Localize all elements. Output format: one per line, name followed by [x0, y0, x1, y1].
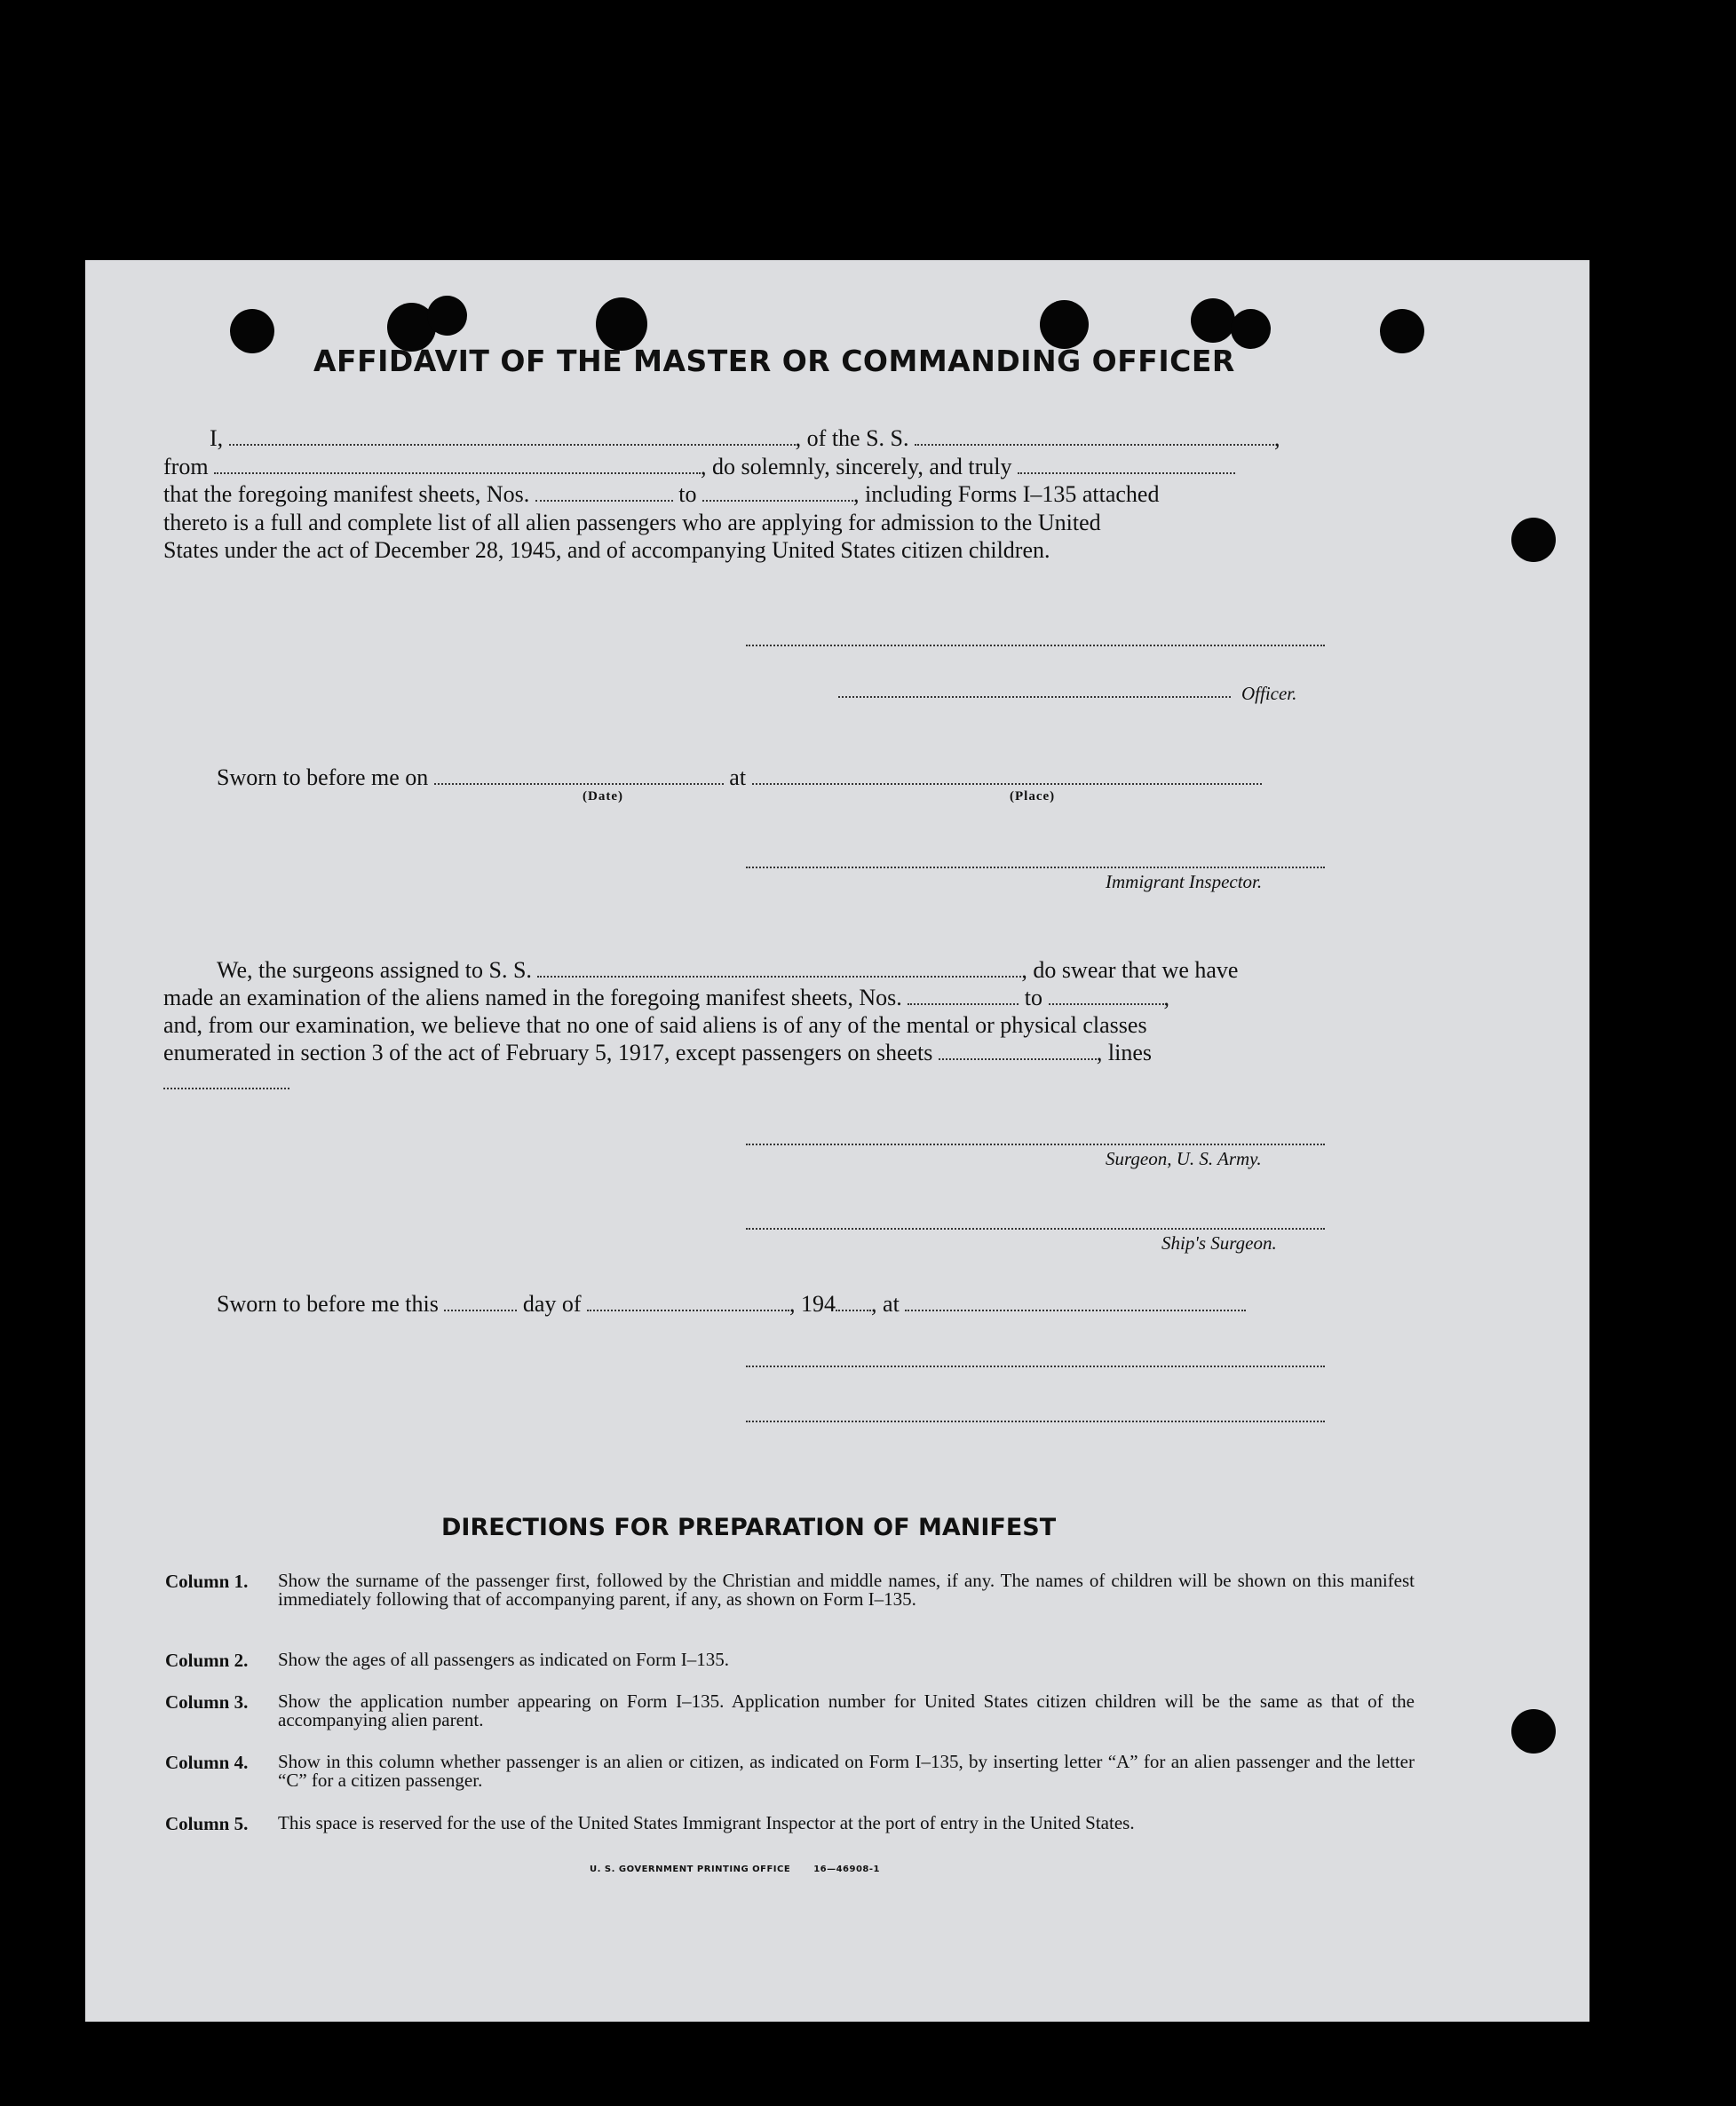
sheet-from-blank[interactable]: [535, 482, 673, 502]
officer-signature-line-1[interactable]: [746, 645, 1325, 646]
affidavit-text: , of the S. S.: [795, 425, 909, 451]
direction-label: Column 3.: [165, 1691, 249, 1713]
affidavit-text: from: [163, 454, 209, 479]
officer-caption: Officer.: [1241, 683, 1297, 704]
sworn-text: Sworn to before me on: [217, 764, 429, 790]
punch-hole: [1511, 518, 1556, 562]
officer-signature-line-2[interactable]: [838, 696, 1231, 698]
punch-hole: [1511, 1709, 1556, 1754]
affidavit-text: ,: [1274, 425, 1280, 451]
direction-text: Show the ages of all passengers as indicated on Form I–135.: [278, 1649, 729, 1670]
surgeon-sheet-from-blank[interactable]: [908, 986, 1019, 1005]
sworn-text: Sworn to before me this: [217, 1291, 439, 1317]
affidavit-text: , do solemnly, sincerely, and truly: [701, 454, 1012, 479]
punch-hole: [596, 297, 647, 351]
surgeons-text: , lines: [1096, 1040, 1153, 1065]
surgeons-text: to: [1024, 985, 1042, 1010]
sworn-text: at: [729, 764, 747, 790]
lines-blank[interactable]: [163, 1088, 289, 1089]
army-surgeon-signature-line[interactable]: [746, 1144, 1325, 1145]
document-page: [85, 260, 1589, 2022]
date-blank[interactable]: [434, 765, 724, 785]
place-blank[interactable]: [752, 765, 1262, 785]
direction-label: Column 4.: [165, 1752, 249, 1773]
direction-label: Column 5.: [165, 1813, 249, 1834]
date-caption: (Date): [583, 789, 623, 804]
affidavit-line-1: [210, 424, 1280, 452]
sheet-to-blank[interactable]: [702, 482, 853, 502]
direction-text: Show in this column whether passenger is an alien or citizen, as indicated on Form I–135, by inserting letter “A” for an alien passenger and the letter “C” for a citizen passenger.: [278, 1751, 1415, 1791]
surgeons-text: , do swear that we have: [1021, 957, 1239, 983]
direction-label: Column 1.: [165, 1571, 249, 1592]
sworn-text: , at: [871, 1291, 900, 1317]
punch-hole: [1191, 298, 1235, 343]
sworn-text: , 194: [789, 1291, 836, 1317]
army-surgeon-caption: Surgeon, U. S. Army.: [1106, 1148, 1262, 1169]
inspector-caption: Immigrant Inspector.: [1106, 871, 1263, 892]
month-blank[interactable]: [587, 1292, 789, 1311]
punch-hole: [1231, 309, 1271, 349]
affidavit-line-3: [163, 480, 1159, 508]
affidavit-text: that the foregoing manifest sheets, Nos.: [163, 481, 530, 507]
ship-surgeon-caption: Ship's Surgeon.: [1161, 1232, 1277, 1254]
punch-hole: [1040, 300, 1089, 349]
direction-text: This space is reserved for the use of the United States Immigrant Inspector at the port of entry in the United States.: [278, 1812, 1135, 1833]
surgeons-line-2: [163, 984, 1169, 1011]
surgeons-text: enumerated in section 3 of the act of February 5, 1917, except passengers on sheets: [163, 1040, 933, 1065]
except-sheets-blank[interactable]: [939, 1041, 1097, 1060]
place-caption: (Place): [1010, 789, 1056, 804]
inspector-signature-line-3[interactable]: [746, 1421, 1325, 1422]
name-blank[interactable]: [229, 426, 796, 446]
day-blank[interactable]: [444, 1292, 517, 1311]
affidavit-text: to: [678, 481, 697, 507]
sworn-line-2: [217, 1290, 1246, 1318]
punch-hole: [427, 296, 467, 336]
punch-hole: [230, 309, 274, 353]
surgeons-text: ,: [1163, 985, 1169, 1010]
surgeon-sheet-to-blank[interactable]: [1049, 986, 1164, 1005]
affidavit-text: , including Forms I–135 attached: [853, 481, 1160, 507]
direction-label: Column 2.: [165, 1650, 249, 1671]
affidavit-title: AFFIDAVIT OF THE MASTER OR COMMANDING OFFICER: [313, 344, 1235, 378]
surgeons-text: We, the surgeons assigned to S. S.: [217, 957, 532, 983]
inspector-signature-line[interactable]: [746, 867, 1325, 868]
affidavit-line-5: States under the act of December 28, 1945, and of accompanying United States citizen children.: [163, 537, 1050, 563]
form-number: 16—46908-1: [813, 1865, 881, 1874]
printer-name: U. S. GOVERNMENT PRINTING OFFICE: [590, 1865, 791, 1874]
affidavit-text: I,: [210, 425, 224, 451]
inspector-signature-line-2[interactable]: [746, 1366, 1325, 1367]
ship-surgeon-signature-line[interactable]: [746, 1228, 1325, 1230]
directions-title: DIRECTIONS FOR PREPARATION OF MANIFEST: [441, 1514, 1057, 1541]
surgeons-line-1: [217, 956, 1238, 984]
affidavit-line-2: [163, 453, 1235, 480]
direction-text: Show the application number appearing on Form I–135. Application number for United States citizen children will be the same as that of the accompanying alien parent.: [278, 1690, 1415, 1730]
port-blank[interactable]: [214, 455, 701, 474]
printer-imprint: [590, 1865, 880, 1874]
affidavit-line-4: thereto is a full and complete list of all alien passengers who are applying for admission to the United: [163, 510, 1101, 535]
direction-text: Show the surname of the passenger first, followed by the Christian and middle names, if any. The names of children will be shown on this manifest immediately following that of accompanying parent, if any, as shown on Form I–135.: [278, 1570, 1415, 1610]
punch-hole: [1380, 309, 1424, 353]
sworn-text: day of: [522, 1291, 582, 1317]
surgeon-ship-blank[interactable]: [537, 958, 1021, 978]
ship-blank[interactable]: [915, 426, 1274, 446]
sworn-place-blank[interactable]: [905, 1292, 1246, 1311]
surgeons-line-3: and, from our examination, we believe that no one of said aliens is of any of the mental or physical classes: [163, 1012, 1147, 1038]
sworn-line-1: [217, 764, 1262, 791]
oath-blank[interactable]: [1018, 455, 1235, 474]
surgeons-line-4: [163, 1039, 1152, 1066]
surgeons-text: made an examination of the aliens named in the foregoing manifest sheets, Nos.: [163, 985, 902, 1010]
year-blank[interactable]: [836, 1292, 871, 1311]
